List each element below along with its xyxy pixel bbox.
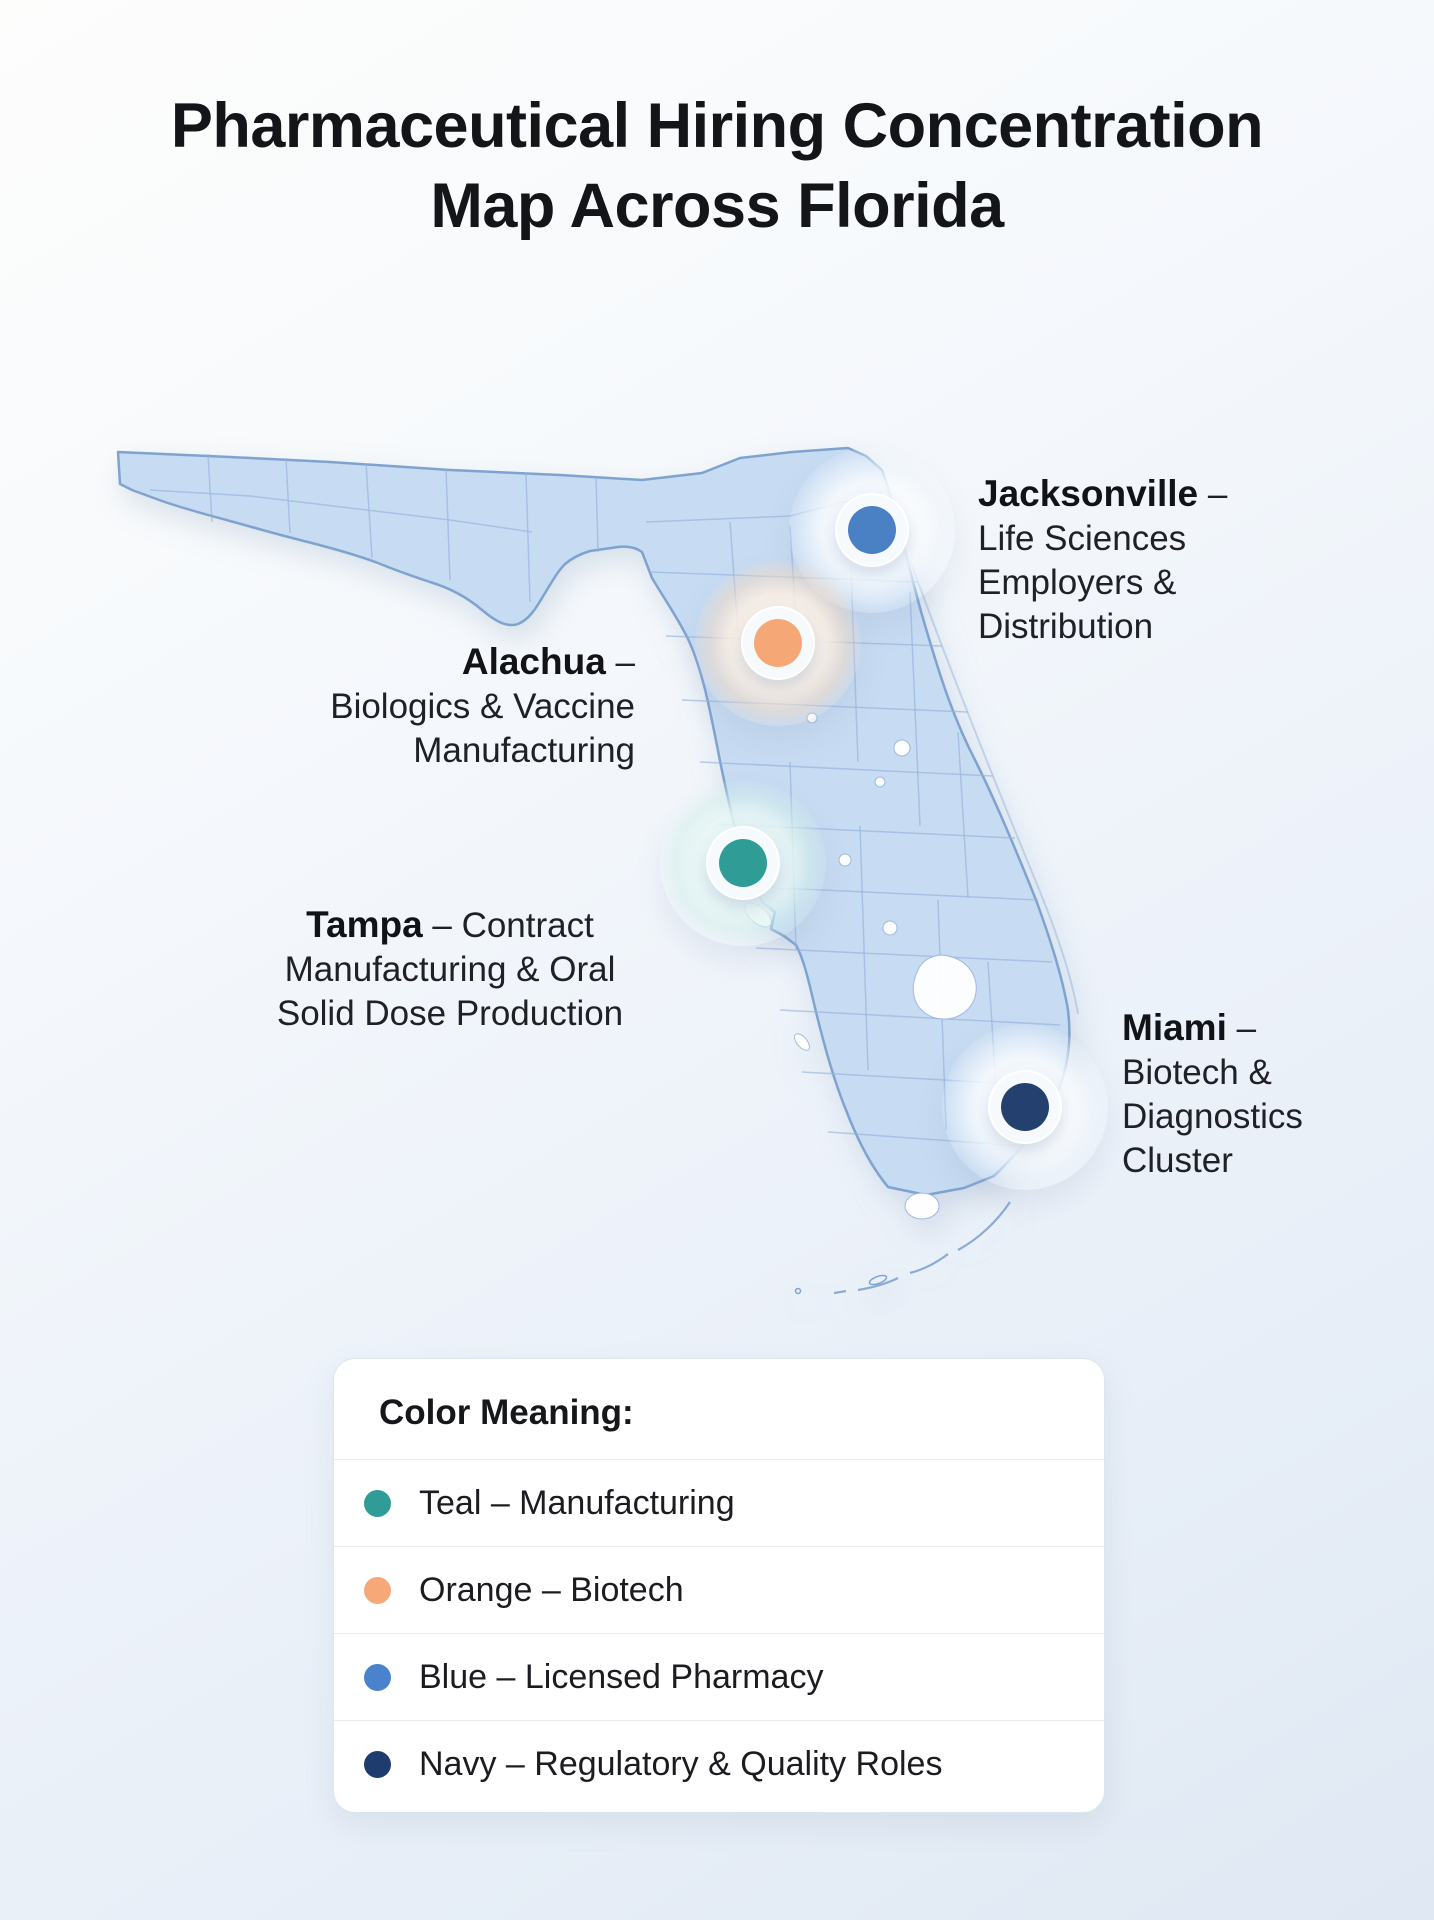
legend-row-teal [334,1459,1104,1546]
marker-dot-jacksonville [848,506,896,554]
label-line: Life Sciences [978,519,1187,558]
label-line: Cluster [1122,1141,1233,1180]
label-line: Biologics & Vaccine [330,687,635,726]
city-name: Miami [1122,1007,1227,1048]
label-heading: Miami – [1122,1007,1257,1048]
city-name: Tampa [306,904,423,945]
label-alachua [290,640,635,773]
label-line: Manufacturing & Oral [284,950,616,989]
marker-dot-miami [1001,1083,1049,1131]
label-line: Distribution [978,607,1154,646]
lake-small-2 [894,740,910,756]
legend-color-dot-teal [364,1490,391,1517]
label-miami [1122,1006,1303,1183]
legend-row-label: Orange – Biotech [419,1570,684,1609]
legend-color-dot-blue [364,1664,391,1691]
legend-title: Color Meaning: [379,1393,634,1432]
legend-row-orange [334,1546,1104,1633]
legend-row-label: Blue – Licensed Pharmacy [419,1657,824,1696]
city-name: Alachua [461,641,606,682]
city-name: Jacksonville [978,473,1199,514]
legend-color-dot-navy [364,1751,391,1778]
marker-dot-tampa [719,839,767,887]
florida-map [90,430,1130,1350]
lake-small-5 [839,854,851,866]
everglades-patch [905,1193,939,1219]
label-line: Diagnostics [1122,1097,1303,1136]
legend-row-blue [334,1633,1104,1720]
marker-dot-alachua [754,619,802,667]
legend-color-dot-orange [364,1577,391,1604]
title-line-2: Map Across Florida [430,171,1004,241]
key-islet [796,1289,801,1294]
label-heading: Jacksonville – [978,473,1228,514]
title-line-1: Pharmaceutical Hiring Concentration [170,91,1264,161]
label-line: Manufacturing [413,731,635,770]
label-heading: Tampa – Contract [306,904,594,945]
label-line: Employers & [978,563,1177,602]
label-line: Solid Dose Production [276,994,624,1033]
label-line: Biotech & [1122,1053,1272,1092]
label-heading: Alachua – [461,641,635,682]
charlotte-harbor-inlet [792,1031,813,1053]
label-tampa [185,903,715,1036]
legend-row-label: Navy – Regulatory & Quality Roles [419,1744,943,1783]
legend-row-label: Teal – Manufacturing [419,1483,735,1522]
legend-row-navy [334,1720,1104,1807]
label-jacksonville [978,472,1227,649]
lake-small-1 [883,921,897,935]
legend-card [333,1358,1105,1813]
lake-small-3 [875,777,885,787]
page-title [0,86,1434,246]
